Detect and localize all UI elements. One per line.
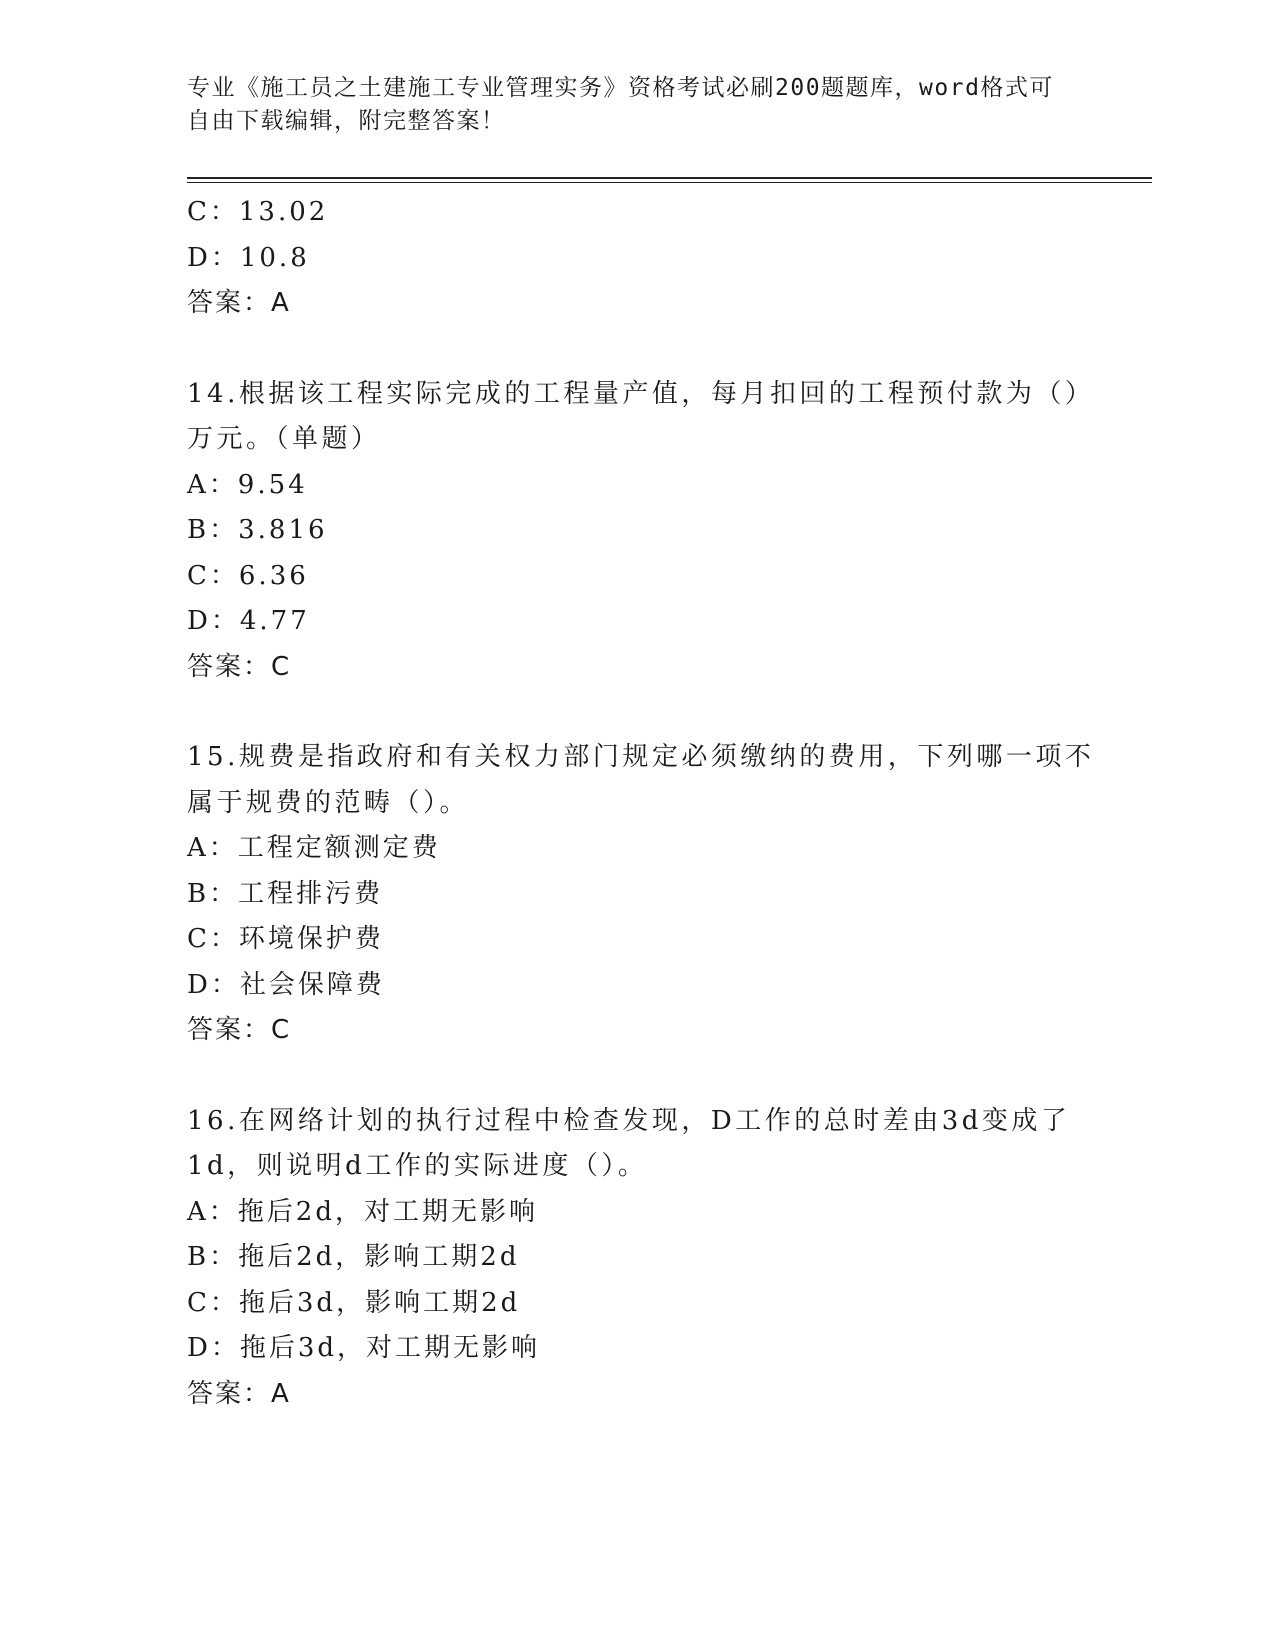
option-c: C：13.02: [187, 197, 329, 227]
option-b: B：拖后2d，影响工期2d: [187, 1242, 520, 1272]
option-d: D：4.77: [187, 606, 310, 636]
option-a: A：拖后2d，对工期无影响: [187, 1196, 538, 1227]
option-a: A：工程定额测定费: [187, 833, 441, 863]
question-13-continued: [187, 190, 1087, 327]
spacer: [187, 690, 1087, 735]
answer-line: 答案：A: [187, 288, 291, 318]
question-15: [187, 735, 1095, 1054]
option-b: B：3.816: [187, 515, 328, 545]
answer-line: 答案：A: [187, 1378, 291, 1409]
question-16: [187, 1099, 1087, 1418]
option-a: A：9.54: [187, 469, 308, 500]
answer-line: 答案：C: [187, 651, 292, 682]
header-title-line-1: 专业《施工员之土建施工专业管理实务》资格考试必刷200题题库，word格式可: [187, 75, 1054, 101]
option-d: D：社会保障费: [187, 969, 385, 1000]
question-text-line-2: 1d，则说明d工作的实际进度（）。: [187, 1151, 648, 1181]
question-text-line-2: 属于规费的范畴（）。: [187, 787, 470, 818]
option-c: C：环境保护费: [187, 924, 384, 954]
option-c: C：拖后3d，影响工期2d: [187, 1287, 521, 1318]
question-text: [187, 735, 1095, 826]
question-text-line-1: 14.根据该工程实际完成的工程量产值，每月扣回的工程预付款为（）: [187, 378, 1095, 409]
page-header: [187, 72, 1067, 138]
question-text-line-1: 16.在网络计划的执行过程中检查发现，D工作的总时差由3d变成了: [187, 1105, 1071, 1136]
header-title-line-2: 自由下载编辑，附完整答案！: [187, 108, 506, 134]
header-divider: [187, 177, 1152, 183]
question-14: [187, 372, 1095, 691]
question-text: [187, 372, 1095, 463]
spacer: [187, 327, 1087, 372]
option-d: D：10.8: [187, 242, 310, 273]
answer-line: 答案：C: [187, 1015, 292, 1045]
option-d: D：拖后3d，对工期无影响: [187, 1333, 541, 1363]
question-text-line-1: 15.规费是指政府和有关权力部门规定必须缴纳的费用，下列哪一项不: [187, 742, 1095, 772]
spacer: [187, 1054, 1087, 1099]
question-list: [187, 190, 1095, 1417]
option-c: C：6.36: [187, 560, 309, 591]
question-text-line-2: 万元。（单题）: [187, 424, 381, 454]
question-text: [187, 1099, 1087, 1190]
option-b: B：工程排污费: [187, 878, 384, 909]
